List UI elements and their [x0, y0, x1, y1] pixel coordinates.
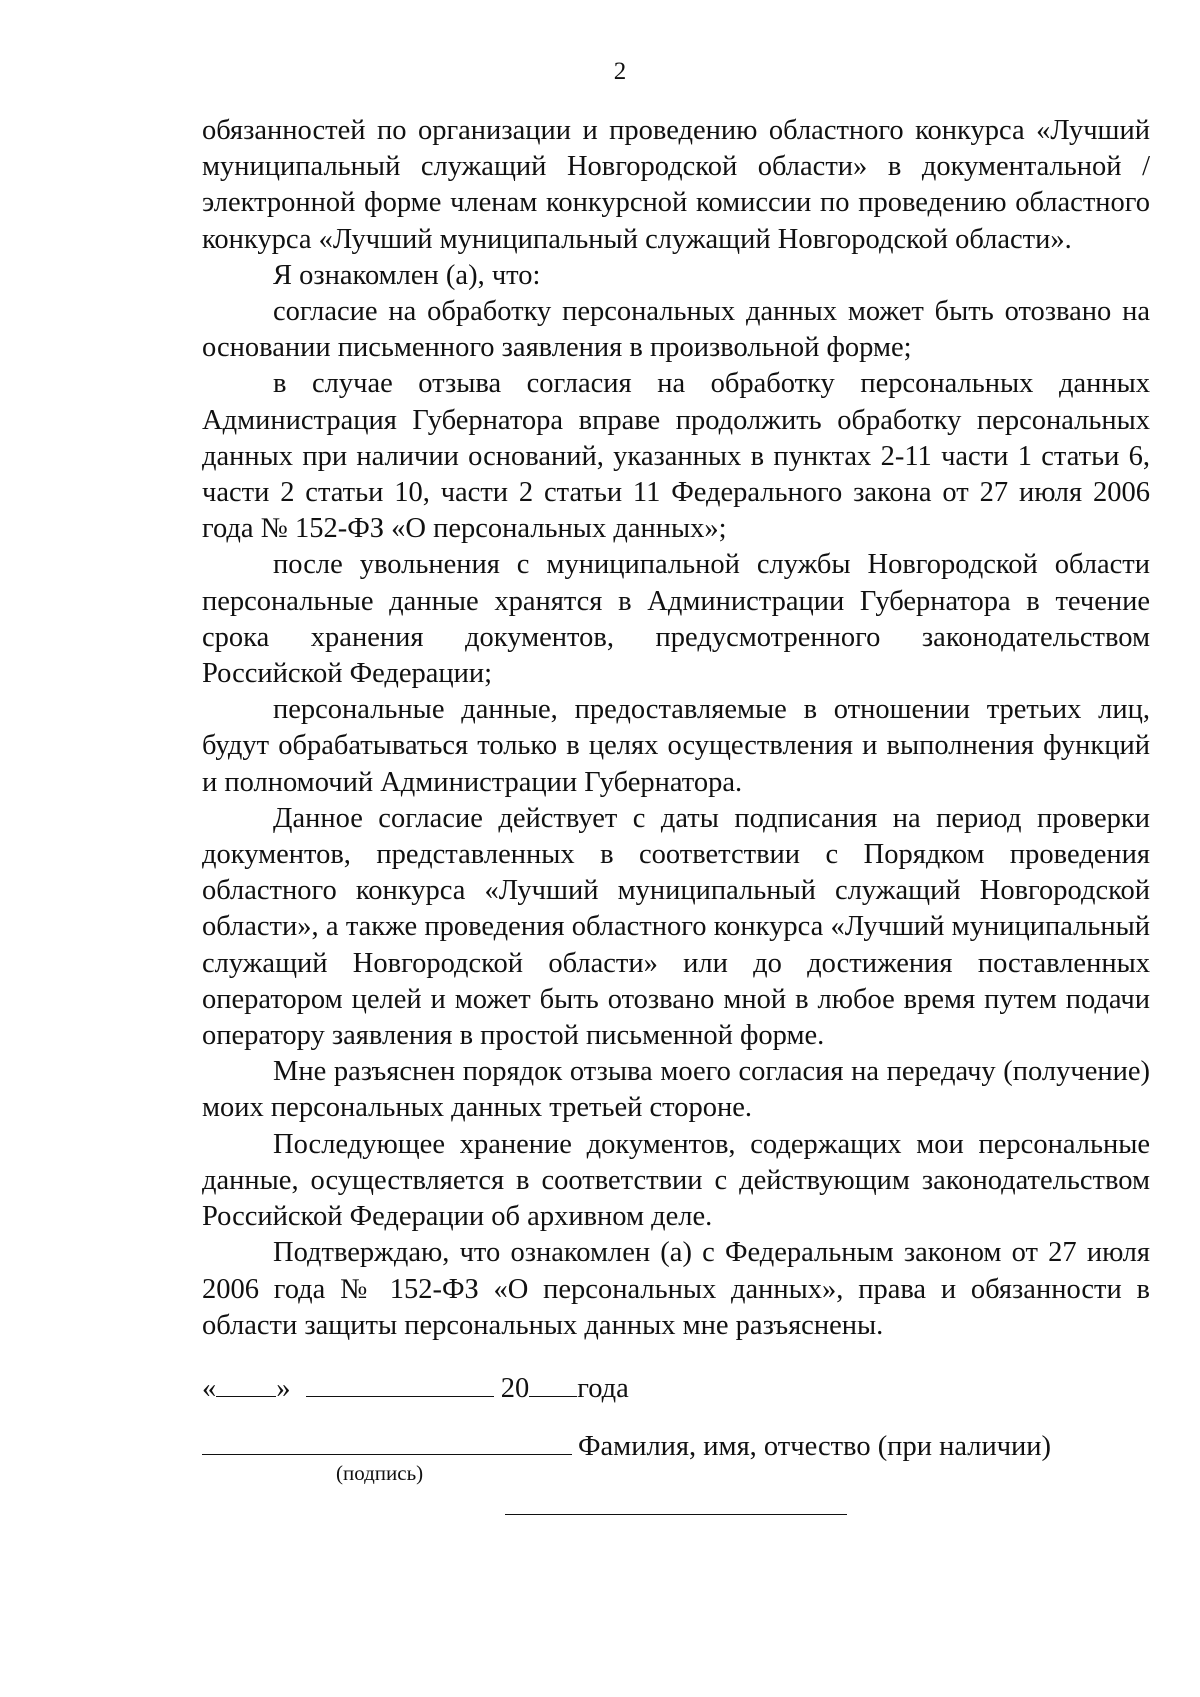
paragraph-revocation: согласие на обработку персональных данных может быть отозвано на основании письменного заявления в произвольной форме; [202, 296, 1150, 364]
full-name-label: Фамилия, имя, отчество (при наличии) [578, 1431, 1052, 1462]
year-suffix: года [577, 1373, 629, 1404]
document-body [202, 113, 1150, 1344]
date-line [202, 1370, 629, 1407]
year-prefix: 20 [500, 1373, 530, 1404]
signature-line[interactable] [202, 1426, 572, 1455]
paragraph-archival-storage: Последующее хранение документов, содержащих мои персональные данные, осуществляется в соответствии с действующим законодательством Российской Федерации об архивном деле. [202, 1128, 1150, 1233]
year-blank[interactable] [529, 1370, 577, 1397]
paragraph-third-parties: персональные данные, предоставляемые в отношении третьих лиц, будут обрабатываться только в целях осуществления и выполнения функций и полномочий Администрации Губернатора. [202, 694, 1150, 798]
paragraph-revocation-procedure: Мне разъяснен порядок отзыва моего согласия на передачу (получение) моих персональных данных третьей стороне. [202, 1056, 1150, 1124]
signature-caption: (подпись) [336, 1461, 424, 1485]
page-number: 2 [613, 58, 627, 85]
paragraph-revocation-case: в случае отзыва согласия на обработку персональных данных Администрация Губернатора вправе продолжить обработку персональных данных при наличии оснований, указанных в пунктах 2-11 части 1 статьи 6, части 2 статьи 10, части 2 статьи 11 Федерального закона от 27 июля 2006 года № 152-ФЗ «О персональных данных»; [202, 368, 1150, 545]
month-blank[interactable] [306, 1370, 494, 1397]
paragraph-consent-validity: Данное согласие действует с даты подписания на период проверки документов, представленных в соответствии с Порядком проведения областного конкурса «Лучший муниципальный служащий Новгородской области», а также проведения областного конкурса «Лучший муниципальный служащий Новгородской области» или до достижения поставленных оператором целей и может быть отозвано мной в любое время путем подачи оператору заявления в простой письменной форме. [202, 802, 1150, 1052]
signature-row [202, 1426, 1051, 1465]
full-name-line[interactable] [505, 1512, 847, 1515]
date-close-quote: » [276, 1373, 291, 1404]
paragraph-storage-after-dismissal: после увольнения с муниципальной службы Новгородской области персональные данные хранятся в Администрации Губернатора в течение срока хранения документов, предусмотренного законодательством Российской Федерации; [202, 549, 1150, 690]
day-blank[interactable] [216, 1370, 276, 1397]
paragraph-confirmation: Подтверждаю, что ознакомлен (а) с Федеральным законом от 27 июля 2006 года № 152-ФЗ «О персональных данных», права и обязанности в области защиты персональных данных мне разъяснены. [202, 1237, 1150, 1341]
date-open-quote: « [202, 1373, 217, 1404]
paragraph-acknowledgement-intro: Я ознакомлен (а), что: [273, 259, 541, 291]
paragraph-continuation: обязанностей по организации и проведению областного конкурса «Лучший муниципальный служащий Новгородской области» в документальной / электронной форме членам конкурсной комиссии по проведению областного конкурса «Лучший муниципальный служащий Новгородской области». [202, 115, 1150, 255]
